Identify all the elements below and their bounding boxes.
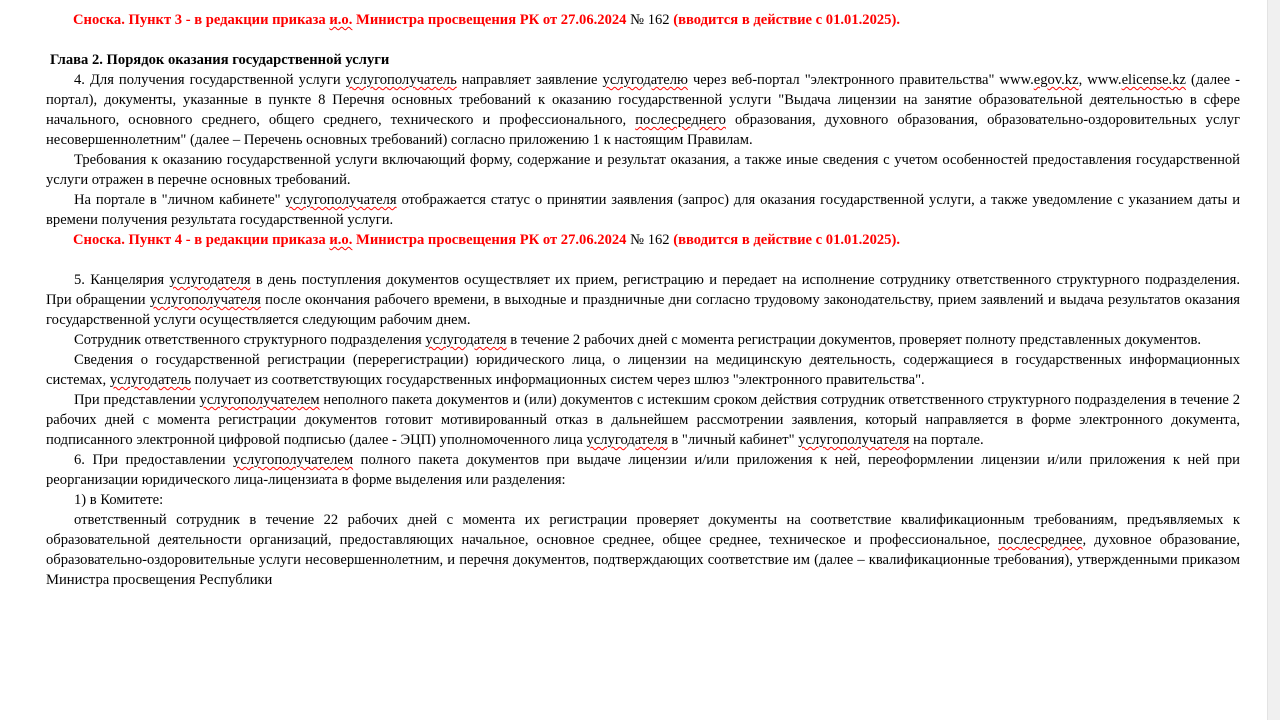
footnote-text: Министра просвещения РК от 27.06.2024 bbox=[352, 12, 631, 28]
paragraph-requirements: Требования к оказанию государственной услуги включающий форму, содержание и результат оказания, а также иные сведения с учетом особенностей предоставления государственной услуги отражен в перечне основных требований. bbox=[46, 152, 1240, 188]
blank-line bbox=[46, 250, 1240, 270]
paragraph-6-item-1: 1) в Комитете: bbox=[74, 492, 164, 508]
paragraph-refusal: При представлении услугополучателем неполного пакета документов и (или) документов с истекшим сроком действия сотрудник ответственного структурного подразделения в течение 2 рабочих дней с момента регистрации документов готовит мотивированный отказ в дальнейшем рассмотрении заявления, который направляется в форме электронного документа, подписанного электронной цифровой подписью (далее - ЭЦП) уполномоченного лица услугодателя в "личный кабинет" услугополучателя на портале. bbox=[46, 392, 1240, 448]
order-number-link[interactable]: № 162 bbox=[630, 232, 670, 248]
paragraph-portal-status: На портале в "личном кабинете" услугополучателя отображается статус о принятии заявления (запрос) для оказания государственной услуги, а также уведомление с указанием даты и времени получения результата государственной услуги. bbox=[46, 192, 1241, 228]
footnote-paragraph-4 bbox=[46, 230, 1240, 250]
order-number-link[interactable]: № 162 bbox=[630, 12, 670, 28]
footnote-text: Министра просвещения РК от 27.06.2024 bbox=[352, 232, 631, 248]
paragraph-6: 6. При предоставлении услугополучателем полного пакета документов при выдаче лицензии и/или приложения к ней, переоформлении лицензии и/или приложения к ней при реорганизации юридического лица-лицензиата в форме выделения или разделения: bbox=[46, 452, 1240, 488]
elicense-link[interactable]: elicense.kz bbox=[1121, 72, 1186, 88]
chapter-title: Глава 2. Порядок оказания государственной услуги bbox=[50, 52, 390, 68]
vertical-scrollbar[interactable] bbox=[1267, 0, 1280, 720]
footnote-abbr: и.о. bbox=[329, 12, 353, 28]
footnote-text: Сноска. Пункт 4 - в редакции приказа bbox=[73, 232, 330, 248]
footnote-text: (вводится в действие с 01.01.2025). bbox=[669, 232, 900, 248]
footnote-text: Сноска. Пункт 3 - в редакции приказа bbox=[73, 12, 330, 28]
paragraph-4: 4. Для получения государственной услуги услугополучатель направляет заявление услугодателю через веб-портал "электронного правительства" www.egov.kz, www.elicense.kz (далее - портал), документы, указанные в пункте 8 Перечня основных требований к оказанию государственной услуги "Выдача лицензии на занятие образовательной деятельностью в сфере начального, основного среднего, общего среднего, технического и профессионального, послесреднего образования, духовного образования, образовательно-оздоровительных услуг несовершеннолетним" (далее – Перечень основных требований) согласно приложению 1 к настоящим Правилам. bbox=[46, 72, 1240, 148]
paragraph-staff-check: Сотрудник ответственного структурного подразделения услугодателя в течение 2 рабочих дней с момента регистрации документов, проверяет полноту представленных документов. bbox=[74, 332, 1202, 348]
egov-link[interactable]: egov.kz bbox=[1033, 72, 1079, 88]
footnote-text: (вводится в действие с 01.01.2025). bbox=[669, 12, 900, 28]
footnote-paragraph-3 bbox=[46, 10, 1240, 30]
paragraph-registration-info: Сведения о государственной регистрации (перерегистрации) юридического лица, о лицензии на медицинскую деятельность, содержащиеся в государственных информационных системах, услугодатель получает из соответствующих государственных информационных систем через шлюз "электронного правительства". bbox=[46, 352, 1240, 388]
footnote-abbr: и.о. bbox=[329, 232, 353, 248]
paragraph-committee-check: ответственный сотрудник в течение 22 рабочих дней с момента их регистрации проверяет документы на соответствие квалификационным требованиям, предъявляемых к образовательной деятельности организаций, предоставляющих начальное, основное среднее, общее среднее, техническое и профессиональное, послесреднее, духовное образование, образовательно-оздоровительные услуги несовершеннолетним, и перечня документов, подтверждающих соответствие им (далее – квалификационные требования), утвержденными приказом Министра просвещения Республики bbox=[46, 512, 1240, 588]
document-body bbox=[46, 10, 1240, 590]
paragraph-5: 5. Канцелярия услугодателя в день поступления документов осуществляет их прием, регистрацию и передает на исполнение сотруднику ответственного структурного подразделения. При обращении услугополучателя после окончания рабочего времени, в выходные и праздничные дни согласно трудовому законодательству, прием заявлений и выдача результатов оказания государственной услуги осуществляется следующим рабочим днем. bbox=[46, 272, 1240, 328]
